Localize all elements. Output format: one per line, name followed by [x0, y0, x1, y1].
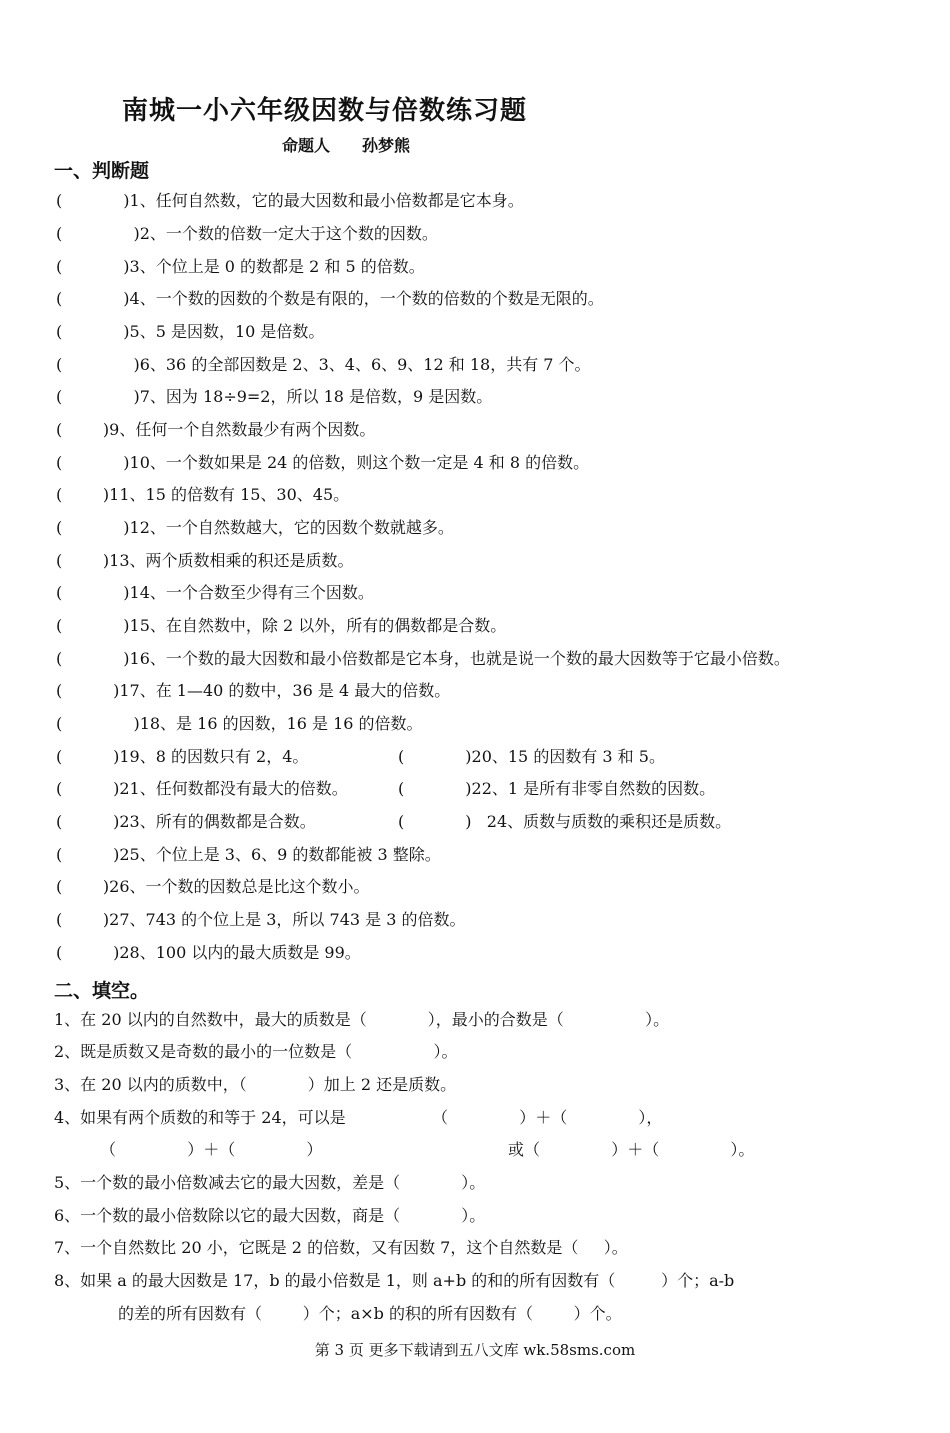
- judgement-item: ( )9、任何一个自然数最少有两个因数。: [56, 420, 376, 439]
- judgement-item: ( )22、1 是所有非零自然数的因数。: [398, 779, 716, 798]
- fill-blank-item: 的差的所有因数有（ ）个；a×b 的积的所有因数有（ ）个。: [118, 1304, 622, 1323]
- judgement-item: ( )1、任何自然数，它的最大因数和最小倍数都是它本身。: [56, 191, 524, 210]
- page-title: 南城一小六年级因数与倍数练习题: [122, 96, 528, 126]
- judgement-item: ( )13、两个质数相乘的积还是质数。: [56, 551, 354, 570]
- judgement-item: ( )19、8 的因数只有 2，4。: [56, 747, 309, 766]
- author-label: 命题人: [282, 136, 331, 155]
- judgement-item: ( )26、一个数的因数总是比这个数小。: [56, 877, 370, 896]
- judgement-item: ( )4、一个数的因数的个数是有限的，一个数的倍数的个数是无限的。: [56, 289, 604, 308]
- judgement-item: ( )28、100 以内的最大质数是 99。: [56, 943, 361, 962]
- judgement-item: ( ) 24、质数与质数的乘积还是质数。: [398, 812, 732, 831]
- fill-blank-item: 8、如果 a 的最大因数是 17，b 的最小倍数是 1，则 a+b 的和的所有因数有（ ）个；a-b: [54, 1271, 735, 1290]
- section-heading-judgement: 一、判断题: [54, 160, 150, 182]
- fill-blank-item: 4、如果有两个质数的和等于 24，可以是: [54, 1108, 346, 1127]
- judgement-item: ( )5、5 是因数，10 是倍数。: [56, 322, 325, 341]
- judgement-item: ( )25、个位上是 3、6、9 的数都能被 3 整除。: [56, 845, 441, 864]
- fill-blank-item: 7、一个自然数比 20 小，它既是 2 的倍数，又有因数 7，这个自然数是（ ）。: [54, 1238, 628, 1257]
- section-heading-fill-blank: 二、填空。: [54, 980, 150, 1002]
- judgement-item: ( )6、36 的全部因数是 2、3、4、6、9、12 和 18，共有 7 个。: [56, 355, 591, 374]
- judgement-item: ( )3、个位上是 0 的数都是 2 和 5 的倍数。: [56, 257, 425, 276]
- judgement-item: ( )23、所有的偶数都是合数。: [56, 812, 316, 831]
- fill-blank-item: 2、既是质数又是奇数的最小的一位数是（ ）。: [54, 1042, 458, 1061]
- fill-blank-item: 1、在 20 以内的自然数中，最大的质数是（ ），最小的合数是（ ）。: [54, 1010, 670, 1029]
- judgement-item: ( )21、任何数都没有最大的倍数。: [56, 779, 348, 798]
- fill-blank-item: （ ）＋（ ），: [432, 1108, 663, 1127]
- judgement-item: ( )20、15 的因数有 3 和 5。: [398, 747, 665, 766]
- judgement-item: ( )12、一个自然数越大，它的因数个数就越多。: [56, 518, 454, 537]
- judgement-item: ( )18、是 16 的因数，16 是 16 的倍数。: [56, 714, 423, 733]
- judgement-item: ( )11、15 的倍数有 15、30、45。: [56, 485, 350, 504]
- fill-blank-item: 或（ ）＋（ ）。: [508, 1140, 755, 1159]
- judgement-item: ( )16、一个数的最大因数和最小倍数都是它本身，也就是说一个数的最大因数等于它最小倍数。: [56, 649, 790, 668]
- fill-blank-item: 6、一个数的最小倍数除以它的最大因数，商是（ ）。: [54, 1206, 486, 1225]
- author-name: 孙梦熊: [362, 136, 411, 155]
- page-footer: 第 3 页 更多下载请到五八文库 wk.58sms.com: [314, 1341, 636, 1359]
- fill-blank-item: 5、一个数的最小倍数减去它的最大因数，差是（ ）。: [54, 1173, 486, 1192]
- judgement-item: ( )7、因为 18÷9=2，所以 18 是倍数，9 是因数。: [56, 387, 493, 406]
- judgement-item: ( )2、一个数的倍数一定大于这个数的因数。: [56, 224, 438, 243]
- judgement-item: ( )10、一个数如果是 24 的倍数，则这个数一定是 4 和 8 的倍数。: [56, 453, 590, 472]
- judgement-item: ( )27、743 的个位上是 3，所以 743 是 3 的倍数。: [56, 910, 466, 929]
- fill-blank-item: （ ）＋（ ）: [100, 1140, 323, 1159]
- judgement-item: ( )14、一个合数至少得有三个因数。: [56, 583, 374, 602]
- judgement-item: ( )15、在自然数中，除 2 以外，所有的偶数都是合数。: [56, 616, 507, 635]
- judgement-item: ( )17、在 1—40 的数中，36 是 4 最大的倍数。: [56, 681, 451, 700]
- fill-blank-item: 3、在 20 以内的质数中，（ ）加上 2 还是质数。: [54, 1075, 457, 1094]
